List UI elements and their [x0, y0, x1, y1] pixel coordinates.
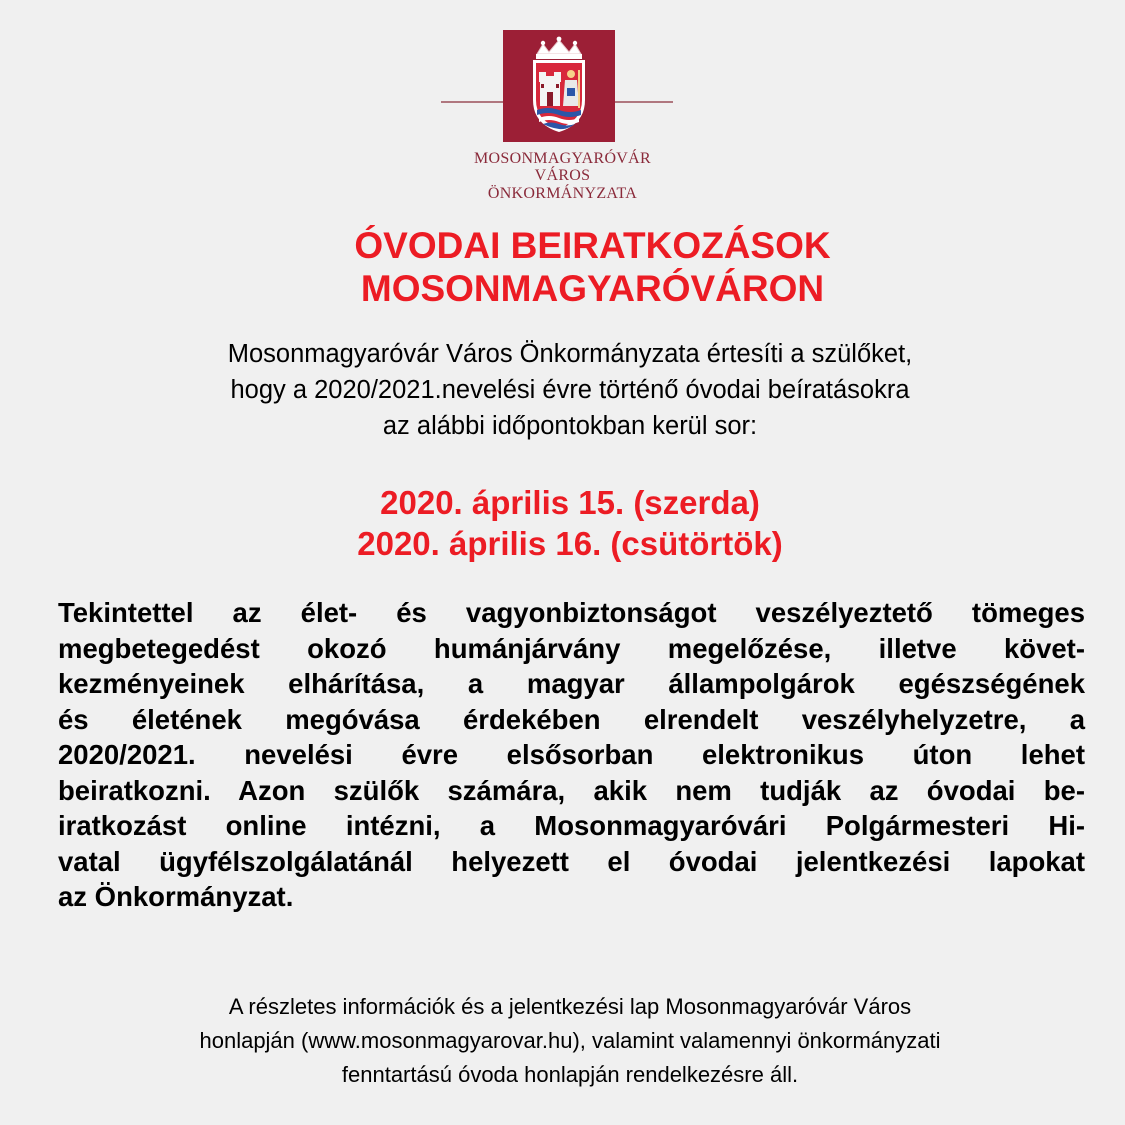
date-line1: 2020. április 15. (szerda) [380, 484, 760, 521]
notice-line: az Önkormányzat. [58, 881, 294, 912]
notice-line: megbetegedést okozó humánjárvány megelőzése, illetve követ- [58, 632, 1085, 664]
notice-line: kezményeinek elhárítása, a magyar állampolgárok egészségének [58, 668, 1085, 699]
notice-line: beiratkozni. Azon szülők számára, akik nem tudják az óvodai be- [58, 774, 1085, 806]
footer-line1: A részletes információk és a jelentkezési lap Mosonmagyaróvár Város [228, 994, 912, 1019]
intro-line3: az alábbi időpontokban kerül sor: [382, 412, 758, 440]
org-name-line2: VÁROS [534, 167, 591, 184]
notice-paragraph [58, 595, 1085, 915]
notice-line: Tekintettel az élet- és vagyonbiztonságot veszélyeztető tömeges [58, 597, 1085, 628]
notice-line: 2020/2021. nevelési évre elsősorban elektronikus úton lehet [58, 739, 1085, 770]
org-name-line3: ÖNKORMÁNYZATA [487, 185, 638, 202]
intro-line1: Mosonmagyaróvár Város Önkormányzata értesíti a szülőket, [227, 340, 913, 368]
notice-line: vatal ügyfélszolgálatánál helyezett el óvodai jelentkezési lapokat [58, 845, 1085, 877]
footer-line2: honlapján (www.mosonmagyarovar.hu), valamint valamennyi önkormányzati [199, 1028, 941, 1053]
enrollment-dates [0, 482, 1125, 564]
org-name-line1: MOSONMAGYARÓVÁR [474, 150, 651, 167]
footer-info [0, 990, 1125, 1092]
footer-line3: fenntartású óvoda honlapján rendelkezésre áll. [341, 1062, 799, 1087]
notice-line: iratkozást online intézni, a Mosonmagyaróvári Polgármesteri Hi- [58, 810, 1085, 841]
intro-paragraph [0, 336, 1125, 444]
notice-line: és életének megóvása érdekében elrendelt veszélyhelyzetre, a [58, 703, 1085, 735]
page-title [0, 224, 1125, 310]
title-line2: MOSONMAGYARÓVÁRON [360, 268, 825, 309]
intro-line2: hogy a 2020/2021.nevelési évre történő óvodai beíratásokra [230, 376, 910, 404]
city-crest-logo [503, 30, 615, 142]
title-line1: ÓVODAI BEIRATKOZÁSOK [354, 225, 831, 266]
logo-rule-right [615, 101, 673, 103]
date-line2: 2020. április 16. (csütörtök) [357, 525, 783, 562]
logo-rule-left [441, 101, 503, 103]
